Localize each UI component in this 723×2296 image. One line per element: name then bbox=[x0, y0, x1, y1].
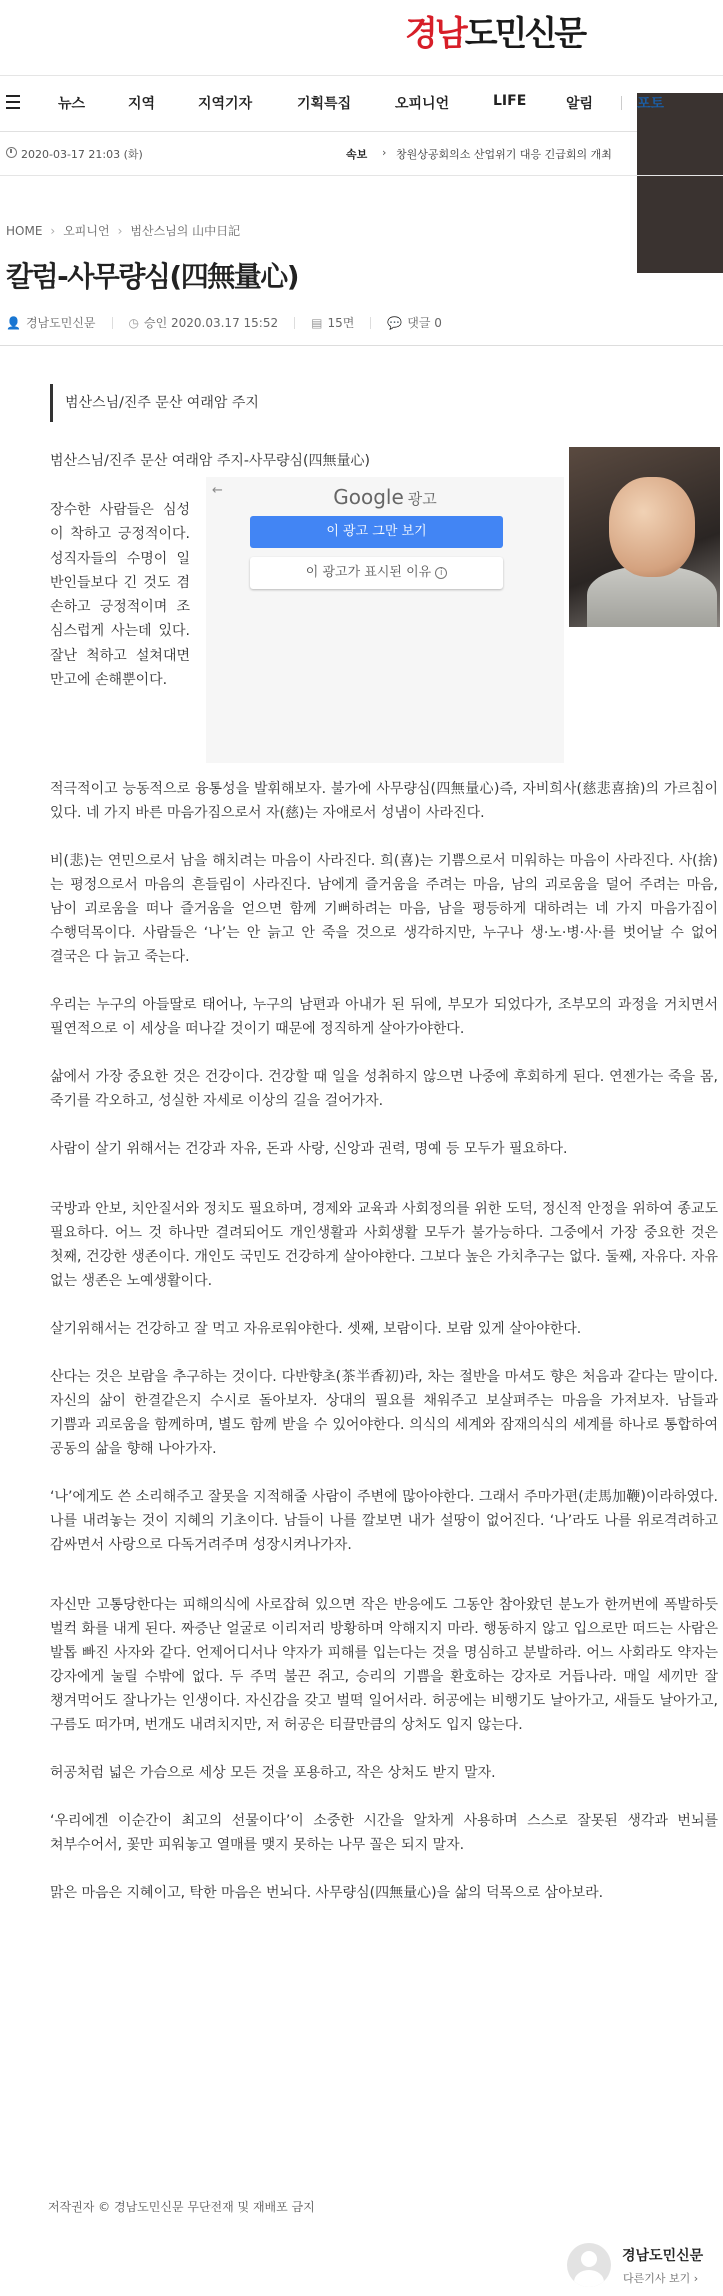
more-articles-link[interactable] bbox=[623, 2270, 698, 2286]
comment-icon: 💬 bbox=[387, 315, 403, 330]
comment-count[interactable]: 댓글 0 bbox=[407, 316, 442, 330]
avatar bbox=[567, 2243, 611, 2287]
publisher-box[interactable] bbox=[567, 2243, 723, 2296]
masthead bbox=[0, 0, 723, 76]
meta-rule bbox=[0, 345, 723, 346]
hamburger-menu-icon[interactable] bbox=[6, 95, 20, 109]
body-paragraph: 삶에서 가장 중요한 것은 건강이다. 건강할 때 일을 성취하지 않으면 나중에 후회하게 된다. 연젠가는 죽을 몸, 죽기를 각오하고, 성실한 자세로 이상의 길을 걸어가자. bbox=[50, 1069, 718, 1109]
google-ad-label bbox=[206, 485, 564, 509]
sub-headline: 범산스님/진주 문산 여래암 주지 bbox=[50, 384, 690, 422]
article-lead: 범산스님/진주 문산 여래암 주지-사무량심(四無量心) bbox=[50, 453, 370, 469]
body-paragraph: 사람이 살기 위해서는 건강과 자유, 돈과 사랑, 신앙과 권력, 명예 등 모두가 필요하다. bbox=[50, 1141, 568, 1157]
chevron-right-icon: › bbox=[693, 2272, 699, 2285]
body-paragraph: 자신만 고통당한다는 피해의식에 사로잡혀 있으면 작은 반응에도 그동안 참아왔던 분노가 한꺼번에 폭발하듯 벌컥 화를 내게 된다. 짜증난 얼굴로 이리저리 방황하며 악해지지 마라. 행동하지 않고 입으로만 떠드는 사람은 발톱 빠진 사자와 같다. 언제어디서나 약자가 피해를 입는다는 것을 명심하고 분발하라. 어느 사회라도 약자는 강자에게 눌릴 수밖에 없다. 두 주먹 불끈 쥐고, 승리의 기쁨을 환호하는 강자로 거듭나라. 매일 세끼만 잘 챙겨먹어도 잘나가는 인생이다. 자신감을 갖고 벌떡 일어서라. 허공에는 비행기도 날아가고, 새들도 날아가고, 구름도 떠가며, 번개도 내려치지만, 저 허공은 티끌만큼의 상처도 입지 않는다. bbox=[50, 1597, 718, 1733]
nav-item-photo[interactable]: 포토 bbox=[637, 93, 723, 273]
breaking-headline[interactable]: 창원상공회의소 산업위기 대응 긴급회의 개최 bbox=[396, 148, 612, 161]
meta-divider bbox=[370, 317, 371, 329]
body-paragraph: 적극적이고 능동적으로 융통성을 발휘해보자. 불가에 사무량심(四無量心)즉, 자비희사(慈悲喜捨)의 가르침이 있다. 네 가지 바른 마음가짐으로서 자(慈)는 자애로서 성냄이 사라진다. bbox=[50, 781, 718, 821]
info-icon: i bbox=[435, 567, 447, 579]
breadcrumb-section[interactable]: 오피니언 bbox=[63, 224, 110, 238]
publisher-name[interactable]: 경남도민신문 bbox=[622, 2248, 704, 2264]
ad-suffix: 광고 bbox=[407, 490, 437, 508]
nav-item-region[interactable]: 지역 bbox=[128, 96, 156, 112]
why-ad-button[interactable] bbox=[250, 557, 503, 589]
clock-icon bbox=[6, 147, 17, 158]
article-title: 칼럼-사무량심(四無量心) bbox=[6, 260, 299, 293]
stop-ad-button[interactable]: 이 광고 그만 보기 bbox=[250, 516, 503, 548]
why-ad-label: 이 광고가 표시된 이유 bbox=[305, 565, 432, 580]
body-paragraph: 비(悲)는 연민으로서 남을 해치려는 마음이 사라진다. 희(喜)는 기쁨으로서 미워하는 마음이 사라진다. 사(捨)는 평정으로서 마음의 흔들림이 사라진다. 남에게 즐거움을 주려는 마음, 남의 괴로움을 덜어 주려는 마음, 남이 괴로움을 떠나 즐거움을 얻으면 함께 기뻐하려는 마음, 남을 평등하게 대하려는 네 가지 마음가짐이 수행덕목이다. 사람들은 ‘나’는 안 늙고 안 죽을 것으로 생각하지만, 누구나 생·노·병·사·를 벗어날 수 없어 결국은 다 늙고 죽는다. bbox=[50, 853, 718, 965]
main-nav bbox=[0, 76, 723, 132]
meta-divider bbox=[112, 317, 113, 329]
breadcrumb-column[interactable]: 범산스님의 山中日記 bbox=[130, 224, 241, 238]
body-paragraph: 우리는 누구의 아들딸로 태어나, 누구의 남편과 아내가 된 뒤에, 부모가 되었다가, 조부모의 과정을 거치면서 필연적으로 이 세상을 떠나갈 것이기 때문에 정직하게 살아가야한다. bbox=[50, 997, 718, 1037]
nav-item-news[interactable]: 뉴스 bbox=[58, 96, 86, 112]
site-logo[interactable] bbox=[405, 6, 584, 55]
google-wordmark: Google bbox=[333, 485, 404, 509]
breadcrumb-separator-icon: › bbox=[117, 224, 123, 238]
body-paragraph: ‘나’에게도 쓴 소리해주고 잘못을 지적해줄 사람이 주변에 많아야한다. 그래서 주마가편(走馬加鞭)이라하였다. 나를 내려놓는 것이 지혜의 기초이다. 남들이 나를 깔보면 내가 설땅이 없어진다. ‘나’라도 나를 위로격려하고 감싸면서 사랑으로 다독거려주며 성장시켜나가자. bbox=[50, 1489, 718, 1553]
article-page: 15면 bbox=[327, 316, 355, 330]
user-icon: 👤 bbox=[6, 315, 21, 330]
nav-item-opinion[interactable]: 오피니언 bbox=[395, 96, 450, 112]
body-paragraph: ‘우리에겐 이순간이 최고의 선물이다’이 소중한 시간을 알차게 사용하며 스스로 잘못된 생각과 번뇌를 쳐부수어서, 꽃만 피워놓고 열매를 맺지 못하는 나무 꼴은 되지 말자. bbox=[50, 1813, 718, 1853]
article-author[interactable]: 경남도민신문 bbox=[25, 316, 96, 330]
breadcrumb bbox=[6, 222, 240, 239]
bullet-icon: › bbox=[382, 146, 387, 159]
back-arrow-icon[interactable]: ← bbox=[212, 483, 223, 498]
meta-divider bbox=[294, 317, 295, 329]
clock-icon: ◷ bbox=[128, 315, 139, 330]
breaking-label: 속보 bbox=[346, 148, 368, 161]
current-date: 2020-03-17 21:03 (화) bbox=[21, 148, 143, 161]
google-ad-panel bbox=[206, 477, 564, 763]
article-intro-paragraph: 장수한 사람들은 심성이 착하고 긍정적이다. 성직자들의 수명이 일반인들보다 긴 것도 겸손하고 긍정적이며 조심스럽게 사는데 있다. 잘난 척하고 설쳐대면 만고에 손해뿐이다. bbox=[50, 502, 190, 689]
article-body bbox=[50, 777, 718, 1929]
breadcrumb-home[interactable]: HOME bbox=[6, 224, 43, 238]
copyright-notice: 저작권자 © 경남도민신문 무단전재 및 재배포 금지 bbox=[48, 2200, 315, 2214]
article-meta bbox=[6, 314, 442, 331]
body-paragraph: 살기위해서는 건강하고 잘 먹고 자유로워야한다. 셋째, 보람이다. 보람 있게 살아야한다. bbox=[50, 1321, 582, 1337]
page-icon: ▤ bbox=[311, 315, 323, 330]
nav-divider bbox=[621, 96, 622, 110]
nav-item-region-reporter[interactable]: 지역기자 bbox=[198, 96, 253, 112]
approved-time: 승인 2020.03.17 15:52 bbox=[144, 316, 279, 330]
body-paragraph: 국방과 안보, 치안질서와 정치도 필요하며, 경제와 교육과 사회정의를 위한 도덕, 정신적 안정을 위하여 종교도 필요하다. 어느 것 하나만 결려되어도 개인생활과 사회생활 모두가 불가능하다. 그중에서 가장 중요한 것은 첫째, 건강한 생존이다. 개인도 국민도 건강하게 살아야한다. 그보다 높은 가치추구는 없다. 둘째, 자유다. 자유 없는 생존은 노예생활이다. bbox=[50, 1201, 718, 1289]
author-photo bbox=[569, 447, 720, 627]
news-ticker bbox=[0, 132, 723, 176]
logo-red-part: 경남 bbox=[405, 14, 465, 54]
more-articles-label: 다른기사 보기 bbox=[623, 2272, 691, 2285]
nav-item-special[interactable]: 기획특집 bbox=[297, 96, 352, 112]
logo-black-part: 도민신문 bbox=[464, 14, 585, 54]
body-paragraph: 산다는 것은 보람을 추구하는 것이다. 다반향초(茶半香初)라, 차는 절반을 마셔도 향은 처음과 같다는 말이다. 자신의 삶이 한결같은지 수시로 돌아보자. 상대의 필요를 채워주고 보살펴주는 마음을 가져보자. 남들과 기쁨과 괴로움을 함께하며, 별도 함께 받을 수 있어야한다. 의식의 세계와 잠재의식의 세계를 하나로 통합하여 공동의 삶을 향해 나아가자. bbox=[50, 1369, 718, 1457]
body-paragraph: 맑은 마음은 지혜이고, 탁한 마음은 번뇌다. 사무량심(四無量心)을 삶의 덕목으로 삼아보라. bbox=[50, 1885, 604, 1901]
nav-item-notice[interactable]: 알림 bbox=[566, 96, 594, 112]
body-paragraph: 허공처럼 넓은 가슴으로 세상 모든 것을 포용하고, 작은 상처도 받지 말자. bbox=[50, 1765, 496, 1781]
breadcrumb-separator-icon: › bbox=[50, 224, 56, 238]
nav-item-life[interactable]: LIFE bbox=[493, 93, 527, 109]
